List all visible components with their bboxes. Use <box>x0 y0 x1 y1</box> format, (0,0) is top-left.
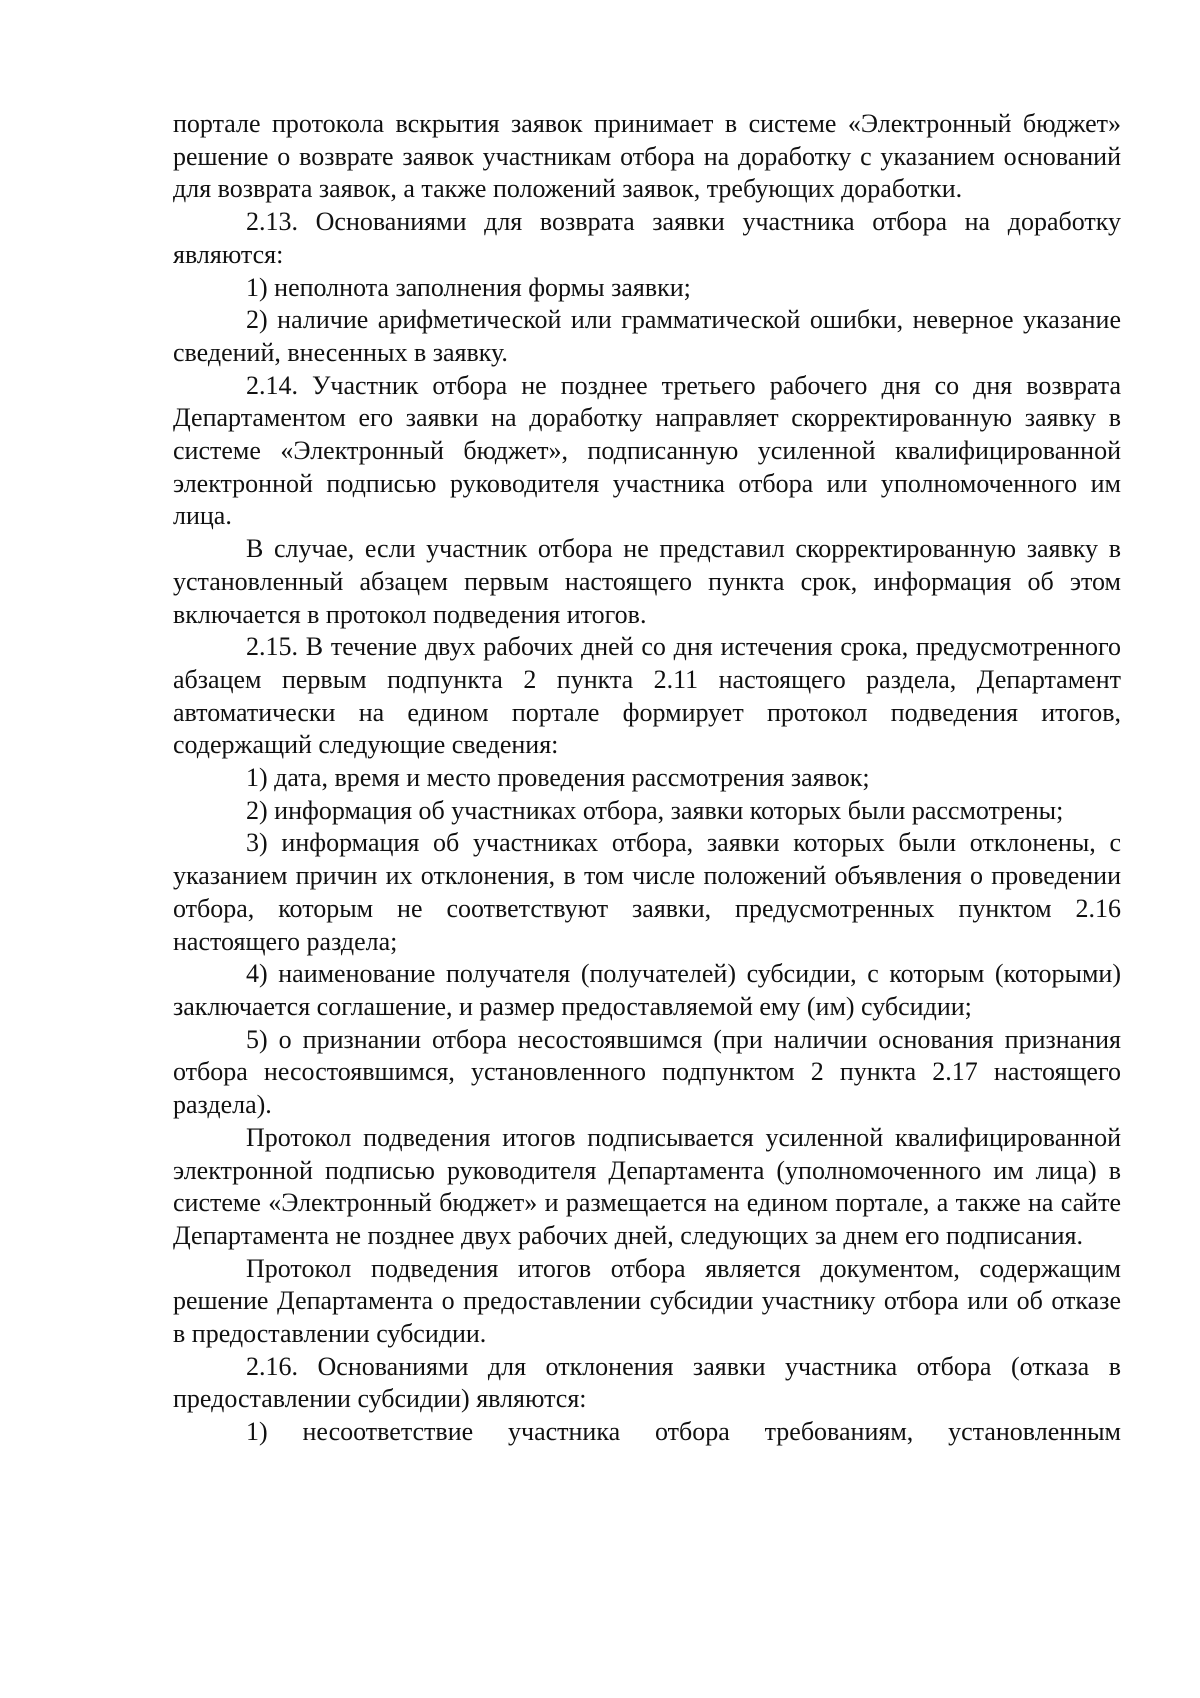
list-item-2-15-2: 2) информация об участниках отбора, заявки которых были рассмотрены; <box>246 795 1064 825</box>
paragraph-2-14-second: В случае, если участник отбора не представил скорректированную заявку в установленный абзацем первым настоящего пункта срок, информация об этом включается в протокол подведения итогов. <box>173 534 1121 629</box>
list-item-2-15-3: 3) информация об участниках отбора, заявки которых были отклонены, с указанием причин их отклонения, в том числе положений объявления о проведении отбора, которым не соответствуют заявки, предусмотренных пунктом 2.16 настоящего раздела; <box>173 828 1121 956</box>
list-item-2-13-1: 1) неполнота заполнения формы заявки; <box>246 272 691 302</box>
list-item-2-15-5: 5) о признании отбора несостоявшимся (при наличии основания признания отбора несостоявшимся, установленного подпунктом 2 пункта 2.17 настоящего раздела). <box>173 1024 1121 1120</box>
paragraph-2-14: 2.14. Участник отбора не позднее третьего рабочего дня со дня возврата Департаментом его заявки на доработку направляет скорректированную заявку в системе «Электронный бюджет», подписанную усиленной квалифицированной электронной подписью руководителя участника отбора или уполномоченного им лица. <box>173 370 1121 531</box>
paragraph-protocol-decision: Протокол подведения итогов отбора является документом, содержащим решение Департамента о предоставлении субсидии участнику отбора или об отказе в предоставлении субсидии. <box>173 1253 1121 1349</box>
paragraph-2-16: 2.16. Основаниями для отклонения заявки участника отбора (отказа в предоставлении субсидии) являются: <box>173 1351 1121 1414</box>
document-page <box>173 108 1121 1449</box>
list-item-2-16-1: 1) несоответствие участника отбора требованиям, установленным <box>246 1417 1121 1447</box>
list-item-2-15-4: 4) наименование получателя (получателей) субсидии, с которым (которыми) заключается соглашение, и размер предоставляемой ему (им) субсидии; <box>173 959 1121 1021</box>
paragraph-2-15: 2.15. В течение двух рабочих дней со дня истечения срока, предусмотренного абзацем первым подпункта 2 пункта 2.11 настоящего раздела, Департамент автоматически на едином портале формирует протокол подведения итогов, содержащий следующие сведения: <box>173 632 1121 760</box>
paragraph-protocol-signing: Протокол подведения итогов подписывается усиленной квалифицированной электронной подписью руководителя Департамента (уполномоченного им лица) в системе «Электронный бюджет» и размещается на едином портале, а также на сайте Департамента не позднее двух рабочих дней, следующих за днем его подписания. <box>173 1122 1121 1250</box>
list-item-2-15-1: 1) дата, время и место проведения рассмотрения заявок; <box>246 763 870 793</box>
list-item-2-13-2: 2) наличие арифметической или грамматической ошибки, неверное указание сведений, внесенных в заявку. <box>173 305 1121 367</box>
paragraph-continuation: портале протокола вскрытия заявок принимает в системе «Электронный бюджет» решение о возврате заявок участникам отбора на доработку с указанием оснований для возврата заявок, а также положений заявок, требующих доработки. <box>173 109 1121 204</box>
paragraph-2-13: 2.13. Основаниями для возврата заявки участника отбора на доработку являются: <box>173 207 1121 269</box>
